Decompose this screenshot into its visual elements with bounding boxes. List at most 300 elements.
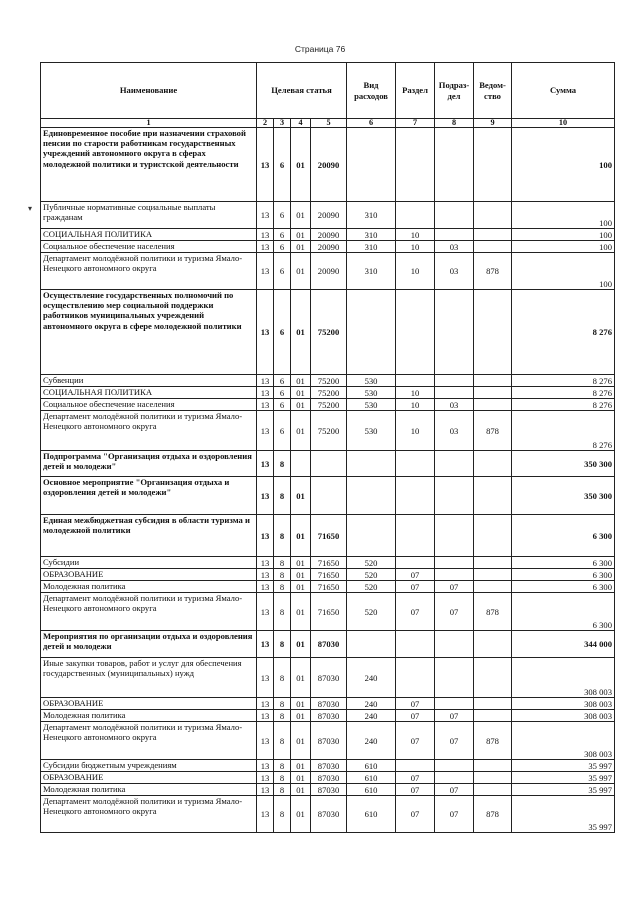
department-code: 878 xyxy=(474,593,512,631)
table-row xyxy=(41,631,615,658)
row-name: Субсидии бюджетным учреждениям xyxy=(41,760,257,772)
index-cell: 6 xyxy=(347,119,396,128)
target-code-1: 13 xyxy=(257,399,274,411)
target-code-2: 8 xyxy=(274,698,291,710)
section: 07 xyxy=(396,698,435,710)
amount: 100 xyxy=(512,202,615,229)
department-code xyxy=(474,772,512,784)
table-row xyxy=(41,375,615,387)
target-code-2: 8 xyxy=(274,593,291,631)
expense-type: 240 xyxy=(347,710,396,722)
target-code-1: 13 xyxy=(257,698,274,710)
target-code-2: 8 xyxy=(274,710,291,722)
subsection xyxy=(435,290,474,375)
target-code-4: 87030 xyxy=(311,760,347,772)
section: 07 xyxy=(396,569,435,581)
amount: 308 003 xyxy=(512,698,615,710)
target-code-1: 13 xyxy=(257,658,274,698)
department-code xyxy=(474,202,512,229)
section: 10 xyxy=(396,399,435,411)
amount: 8 276 xyxy=(512,387,615,399)
section: 07 xyxy=(396,581,435,593)
target-code-3: 01 xyxy=(291,229,311,241)
amount: 344 000 xyxy=(512,631,615,658)
target-code-1: 13 xyxy=(257,631,274,658)
target-code-4 xyxy=(311,477,347,515)
target-code-2: 8 xyxy=(274,772,291,784)
section xyxy=(396,658,435,698)
amount: 6 300 xyxy=(512,569,615,581)
expense-type: 610 xyxy=(347,760,396,772)
subsection xyxy=(435,658,474,698)
target-code-2: 6 xyxy=(274,253,291,290)
header-name: Наименование xyxy=(41,63,257,119)
row-name: Единая межбюджетная субсидия в области туризма и молодежной политики xyxy=(41,515,257,557)
table-row xyxy=(41,399,615,411)
row-name: Мероприятия по организации отдыха и оздоровления детей и молодежи xyxy=(41,631,257,658)
subsection: 07 xyxy=(435,593,474,631)
section: 07 xyxy=(396,593,435,631)
subsection xyxy=(435,760,474,772)
amount: 8 276 xyxy=(512,290,615,375)
target-code-3: 01 xyxy=(291,569,311,581)
amount: 35 997 xyxy=(512,760,615,772)
target-code-3: 01 xyxy=(291,290,311,375)
table-row xyxy=(41,593,615,631)
section: 10 xyxy=(396,241,435,253)
amount: 6 300 xyxy=(512,515,615,557)
department-code: 878 xyxy=(474,411,512,451)
target-code-2: 8 xyxy=(274,722,291,760)
header-razdel: Раздел xyxy=(396,63,435,119)
subsection xyxy=(435,229,474,241)
table-row xyxy=(41,451,615,477)
target-code-3: 01 xyxy=(291,772,311,784)
row-name: Субвенции xyxy=(41,375,257,387)
target-code-3: 01 xyxy=(291,698,311,710)
index-cell: 7 xyxy=(396,119,435,128)
expense-type xyxy=(347,477,396,515)
target-code-3: 01 xyxy=(291,515,311,557)
target-code-2: 6 xyxy=(274,399,291,411)
department-code xyxy=(474,477,512,515)
target-code-2: 8 xyxy=(274,515,291,557)
department-code xyxy=(474,569,512,581)
subsection: 03 xyxy=(435,399,474,411)
table-row xyxy=(41,290,615,375)
subsection xyxy=(435,451,474,477)
index-cell: 2 xyxy=(257,119,274,128)
target-code-4: 71650 xyxy=(311,515,347,557)
target-code-2: 6 xyxy=(274,375,291,387)
subsection xyxy=(435,515,474,557)
target-code-3: 01 xyxy=(291,710,311,722)
target-code-3: 01 xyxy=(291,581,311,593)
table-row xyxy=(41,515,615,557)
department-code xyxy=(474,557,512,569)
target-code-3: 01 xyxy=(291,375,311,387)
table-row xyxy=(41,658,615,698)
section: 07 xyxy=(396,710,435,722)
amount: 6 300 xyxy=(512,557,615,569)
target-code-4: 87030 xyxy=(311,784,347,796)
section: 10 xyxy=(396,411,435,451)
row-name: Субсидии xyxy=(41,557,257,569)
amount: 6 300 xyxy=(512,593,615,631)
amount: 6 300 xyxy=(512,581,615,593)
target-code-3: 01 xyxy=(291,796,311,833)
expense-type: 530 xyxy=(347,411,396,451)
target-code-2: 6 xyxy=(274,128,291,202)
target-code-4: 87030 xyxy=(311,658,347,698)
expense-type: 520 xyxy=(347,569,396,581)
subsection: 07 xyxy=(435,796,474,833)
row-name: Осуществление государственных полномочий по осуществлению мер социальной поддержки работников муниципальных учреждений автономного округа в сфере молодежной политики xyxy=(41,290,257,375)
target-code-3: 01 xyxy=(291,241,311,253)
target-code-4: 87030 xyxy=(311,710,347,722)
department-code xyxy=(474,451,512,477)
target-code-1: 13 xyxy=(257,796,274,833)
department-code xyxy=(474,387,512,399)
amount: 8 276 xyxy=(512,399,615,411)
department-code xyxy=(474,375,512,387)
department-code xyxy=(474,515,512,557)
subsection: 07 xyxy=(435,710,474,722)
table-row xyxy=(41,253,615,290)
margin-mark: ▾ xyxy=(28,204,33,213)
target-code-1: 13 xyxy=(257,290,274,375)
table-row xyxy=(41,772,615,784)
section xyxy=(396,290,435,375)
index-cell: 4 xyxy=(291,119,311,128)
target-code-2: 8 xyxy=(274,796,291,833)
department-code xyxy=(474,784,512,796)
section: 10 xyxy=(396,229,435,241)
index-cell: 10 xyxy=(512,119,615,128)
subsection xyxy=(435,772,474,784)
target-code-1: 13 xyxy=(257,581,274,593)
target-code-4: 71650 xyxy=(311,557,347,569)
header-summa: Сумма xyxy=(512,63,615,119)
table-row xyxy=(41,241,615,253)
department-code xyxy=(474,698,512,710)
target-code-4: 71650 xyxy=(311,569,347,581)
row-name: Молодежная политика xyxy=(41,581,257,593)
row-name: Подпрограмма "Организация отдыха и оздоровления детей и молодежи" xyxy=(41,451,257,477)
expense-type: 310 xyxy=(347,229,396,241)
target-code-1: 13 xyxy=(257,387,274,399)
target-code-1: 13 xyxy=(257,128,274,202)
department-code xyxy=(474,229,512,241)
header-row xyxy=(41,63,615,119)
target-code-2: 8 xyxy=(274,477,291,515)
target-code-2: 6 xyxy=(274,411,291,451)
page-label: Страница 76 xyxy=(294,44,346,54)
target-code-1: 13 xyxy=(257,202,274,229)
row-name: СОЦИАЛЬНАЯ ПОЛИТИКА xyxy=(41,387,257,399)
expense-type xyxy=(347,451,396,477)
table-row xyxy=(41,229,615,241)
target-code-2: 8 xyxy=(274,760,291,772)
section xyxy=(396,515,435,557)
target-code-3: 01 xyxy=(291,760,311,772)
target-code-4: 20090 xyxy=(311,128,347,202)
index-cell: 1 xyxy=(41,119,257,128)
expense-type xyxy=(347,631,396,658)
section xyxy=(396,451,435,477)
amount: 308 003 xyxy=(512,722,615,760)
subsection: 03 xyxy=(435,253,474,290)
header-vid: Вид расходов xyxy=(347,63,396,119)
target-code-4: 87030 xyxy=(311,772,347,784)
row-name: Департамент молодёжной политики и туризма Ямало-Ненецкого автономного округа xyxy=(41,411,257,451)
section xyxy=(396,477,435,515)
subsection: 07 xyxy=(435,784,474,796)
subsection xyxy=(435,569,474,581)
row-name: Департамент молодёжной политики и туризма Ямало-Ненецкого автономного округа xyxy=(41,796,257,833)
target-code-3: 01 xyxy=(291,128,311,202)
expense-type xyxy=(347,515,396,557)
department-code xyxy=(474,631,512,658)
row-name: Молодежная политика xyxy=(41,784,257,796)
table-row xyxy=(41,202,615,229)
section: 07 xyxy=(396,784,435,796)
target-code-3: 01 xyxy=(291,631,311,658)
target-code-2: 8 xyxy=(274,784,291,796)
target-code-4: 75200 xyxy=(311,375,347,387)
subsection: 07 xyxy=(435,722,474,760)
target-code-3: 01 xyxy=(291,399,311,411)
target-code-1: 13 xyxy=(257,593,274,631)
target-code-1: 13 xyxy=(257,411,274,451)
subsection: 03 xyxy=(435,241,474,253)
department-code: 878 xyxy=(474,253,512,290)
expense-type: 610 xyxy=(347,784,396,796)
expense-type: 310 xyxy=(347,202,396,229)
department-code xyxy=(474,581,512,593)
row-name: Единовременное пособие при назначении страховой пенсии по старости работникам государственных учреждений автономного округа в сферах молодежной политики и туристской деятельности xyxy=(41,128,257,202)
row-name: Социальное обеспечение населения xyxy=(41,241,257,253)
amount: 35 997 xyxy=(512,784,615,796)
target-code-2: 6 xyxy=(274,202,291,229)
target-code-2: 6 xyxy=(274,387,291,399)
row-name: Публичные нормативные социальные выплаты гражданам xyxy=(41,202,257,229)
target-code-4: 87030 xyxy=(311,631,347,658)
target-code-4: 20090 xyxy=(311,202,347,229)
target-code-2: 6 xyxy=(274,241,291,253)
table-row xyxy=(41,796,615,833)
subsection xyxy=(435,557,474,569)
section: 07 xyxy=(396,772,435,784)
amount: 8 276 xyxy=(512,375,615,387)
target-code-2: 6 xyxy=(274,290,291,375)
target-code-2: 8 xyxy=(274,451,291,477)
amount: 350 300 xyxy=(512,477,615,515)
target-code-3: 01 xyxy=(291,557,311,569)
section: 07 xyxy=(396,796,435,833)
target-code-1: 13 xyxy=(257,515,274,557)
target-code-1: 13 xyxy=(257,375,274,387)
target-code-2: 8 xyxy=(274,658,291,698)
table-row xyxy=(41,710,615,722)
amount: 350 300 xyxy=(512,451,615,477)
target-code-3: 01 xyxy=(291,477,311,515)
department-code: 878 xyxy=(474,796,512,833)
target-code-1: 13 xyxy=(257,784,274,796)
expense-type: 520 xyxy=(347,581,396,593)
subsection xyxy=(435,631,474,658)
target-code-2: 8 xyxy=(274,581,291,593)
expense-type: 520 xyxy=(347,557,396,569)
target-code-1: 13 xyxy=(257,477,274,515)
expense-type xyxy=(347,290,396,375)
target-code-4: 87030 xyxy=(311,796,347,833)
subsection xyxy=(435,477,474,515)
target-code-4: 75200 xyxy=(311,387,347,399)
expense-type: 310 xyxy=(347,253,396,290)
expense-type: 520 xyxy=(347,593,396,631)
section xyxy=(396,202,435,229)
table-row xyxy=(41,569,615,581)
table-row xyxy=(41,387,615,399)
index-cell: 5 xyxy=(311,119,347,128)
target-code-2: 8 xyxy=(274,569,291,581)
target-code-4: 71650 xyxy=(311,593,347,631)
target-code-1: 13 xyxy=(257,710,274,722)
section xyxy=(396,631,435,658)
target-code-4: 75200 xyxy=(311,411,347,451)
row-name: Основное мероприятие "Организация отдыха и оздоровления детей и молодежи" xyxy=(41,477,257,515)
row-name: Иные закупки товаров, работ и услуг для обеспечения государственных (муниципальных) нужд xyxy=(41,658,257,698)
amount: 100 xyxy=(512,241,615,253)
budget-table xyxy=(40,62,615,833)
table-row xyxy=(41,722,615,760)
amount: 35 997 xyxy=(512,772,615,784)
index-cell: 8 xyxy=(435,119,474,128)
expense-type xyxy=(347,128,396,202)
target-code-1: 13 xyxy=(257,253,274,290)
header-podrazdel: Подраз-дел xyxy=(435,63,474,119)
target-code-4: 75200 xyxy=(311,399,347,411)
expense-type: 610 xyxy=(347,772,396,784)
table-row xyxy=(41,784,615,796)
target-code-3: 01 xyxy=(291,722,311,760)
row-name: Департамент молодёжной политики и туризма Ямало-Ненецкого автономного округа xyxy=(41,722,257,760)
target-code-3: 01 xyxy=(291,387,311,399)
target-code-4: 87030 xyxy=(311,722,347,760)
department-code xyxy=(474,128,512,202)
header-vedomstvo: Ведом-ство xyxy=(474,63,512,119)
section: 10 xyxy=(396,387,435,399)
row-name: Молодежная политика xyxy=(41,710,257,722)
target-code-4: 20090 xyxy=(311,229,347,241)
row-name: ОБРАЗОВАНИЕ xyxy=(41,772,257,784)
target-code-2: 8 xyxy=(274,557,291,569)
target-code-3: 01 xyxy=(291,253,311,290)
section xyxy=(396,760,435,772)
row-name: Департамент молодёжной политики и туризма Ямало-Ненецкого автономного округа xyxy=(41,593,257,631)
section xyxy=(396,557,435,569)
subsection xyxy=(435,698,474,710)
target-code-3: 01 xyxy=(291,202,311,229)
amount: 308 003 xyxy=(512,658,615,698)
target-code-1: 13 xyxy=(257,229,274,241)
target-code-1: 13 xyxy=(257,772,274,784)
expense-type: 530 xyxy=(347,399,396,411)
subsection xyxy=(435,375,474,387)
target-code-4: 71650 xyxy=(311,581,347,593)
target-code-4 xyxy=(311,451,347,477)
department-code xyxy=(474,399,512,411)
target-code-1: 13 xyxy=(257,241,274,253)
target-code-3: 01 xyxy=(291,784,311,796)
row-name: СОЦИАЛЬНАЯ ПОЛИТИКА xyxy=(41,229,257,241)
section: 07 xyxy=(396,722,435,760)
department-code xyxy=(474,710,512,722)
subsection: 03 xyxy=(435,411,474,451)
amount: 100 xyxy=(512,229,615,241)
target-code-2: 6 xyxy=(274,229,291,241)
row-name: ОБРАЗОВАНИЕ xyxy=(41,698,257,710)
expense-type: 240 xyxy=(347,658,396,698)
target-code-4: 75200 xyxy=(311,290,347,375)
table-row xyxy=(41,477,615,515)
target-code-3: 01 xyxy=(291,411,311,451)
row-name: ОБРАЗОВАНИЕ xyxy=(41,569,257,581)
department-code xyxy=(474,241,512,253)
index-cell: 9 xyxy=(474,119,512,128)
target-code-3: 01 xyxy=(291,658,311,698)
row-name: Департамент молодёжной политики и туризма Ямало-Ненецкого автономного округа xyxy=(41,253,257,290)
subsection xyxy=(435,202,474,229)
target-code-1: 13 xyxy=(257,569,274,581)
target-code-1: 13 xyxy=(257,557,274,569)
target-code-3 xyxy=(291,451,311,477)
amount: 100 xyxy=(512,128,615,202)
row-name: Социальное обеспечение населения xyxy=(41,399,257,411)
amount: 35 997 xyxy=(512,796,615,833)
section: 10 xyxy=(396,253,435,290)
table-row xyxy=(41,698,615,710)
table-row xyxy=(41,760,615,772)
target-code-1: 13 xyxy=(257,760,274,772)
subsection: 07 xyxy=(435,581,474,593)
department-code xyxy=(474,658,512,698)
section xyxy=(396,375,435,387)
department-code xyxy=(474,760,512,772)
target-code-4: 20090 xyxy=(311,241,347,253)
table-row xyxy=(41,557,615,569)
expense-type: 530 xyxy=(347,375,396,387)
header-target: Целевая статья xyxy=(257,63,347,119)
subsection xyxy=(435,387,474,399)
table-body xyxy=(41,128,615,833)
index-row xyxy=(41,119,615,128)
table-row xyxy=(41,581,615,593)
expense-type: 310 xyxy=(347,241,396,253)
target-code-4: 20090 xyxy=(311,253,347,290)
subsection xyxy=(435,128,474,202)
amount: 8 276 xyxy=(512,411,615,451)
expense-type: 240 xyxy=(347,698,396,710)
target-code-3: 01 xyxy=(291,593,311,631)
amount: 308 003 xyxy=(512,710,615,722)
table-row xyxy=(41,411,615,451)
index-cell: 3 xyxy=(274,119,291,128)
expense-type: 610 xyxy=(347,796,396,833)
target-code-4: 87030 xyxy=(311,698,347,710)
expense-type: 530 xyxy=(347,387,396,399)
